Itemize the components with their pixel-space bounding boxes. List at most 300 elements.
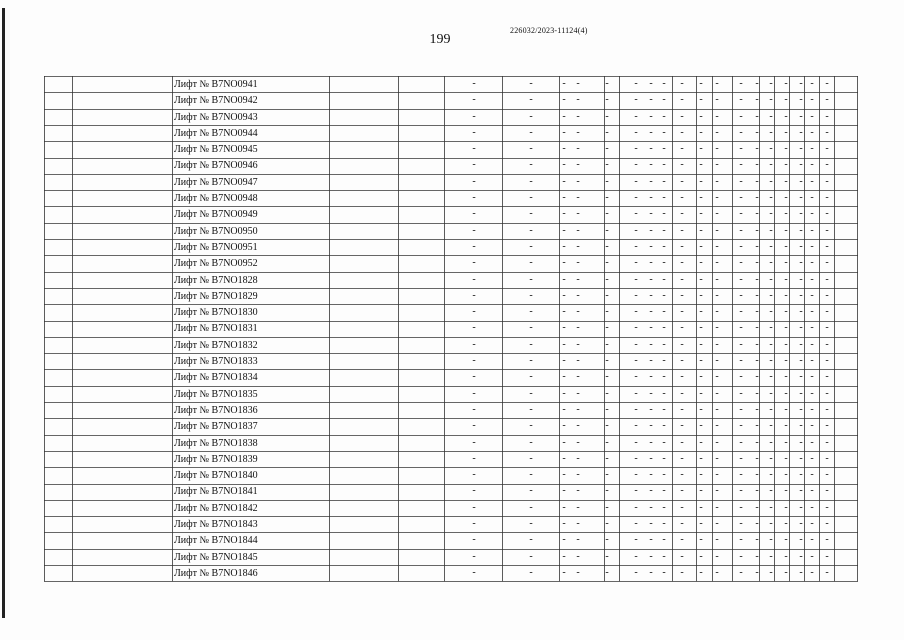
empty-value-dash: -	[472, 436, 476, 448]
empty-value-dash: -	[799, 306, 803, 318]
empty-value-dash: -	[562, 371, 566, 383]
empty-value-dash: -	[810, 420, 814, 432]
empty-value-dash: -	[755, 355, 759, 367]
empty-value-dash: -	[825, 257, 829, 269]
empty-value-dash: -	[562, 126, 566, 138]
table-row	[44, 500, 858, 516]
elevator-label: Лифт № B7NO1837	[174, 421, 258, 433]
empty-value-dash: -	[810, 485, 814, 497]
empty-value-dash: -	[699, 420, 703, 432]
empty-value-dash: -	[825, 143, 829, 155]
table-row	[44, 125, 858, 141]
empty-value-dash: -	[799, 469, 803, 481]
empty-value-dash: -	[784, 289, 788, 301]
empty-value-dash: -	[739, 371, 743, 383]
empty-value-dash: -	[810, 452, 814, 464]
empty-value-dash: -	[739, 273, 743, 285]
empty-value-dash: -	[576, 192, 580, 204]
empty-value-dash: -	[662, 208, 666, 220]
empty-value-dash: -	[680, 306, 684, 318]
empty-value-dash: -	[769, 240, 773, 252]
empty-value-dash: -	[649, 355, 653, 367]
empty-value-dash: -	[649, 485, 653, 497]
empty-value-dash: -	[662, 94, 666, 106]
empty-value-dash: -	[784, 371, 788, 383]
empty-value-dash: -	[784, 452, 788, 464]
elevator-label: Лифт № B7NO1838	[174, 437, 258, 449]
empty-value-dash: -	[662, 469, 666, 481]
empty-value-dash: -	[472, 403, 476, 415]
empty-value-dash: -	[605, 94, 609, 106]
empty-value-dash: -	[755, 273, 759, 285]
empty-value-dash: -	[799, 322, 803, 334]
elevator-label: Лифт № B7NO0948	[174, 193, 258, 205]
empty-value-dash: -	[739, 208, 743, 220]
empty-value-dash: -	[699, 436, 703, 448]
empty-value-dash: -	[529, 550, 533, 562]
empty-value-dash: -	[562, 436, 566, 448]
empty-value-dash: -	[755, 518, 759, 530]
empty-value-dash: -	[769, 469, 773, 481]
empty-value-dash: -	[576, 289, 580, 301]
empty-value-dash: -	[784, 338, 788, 350]
empty-value-dash: -	[699, 501, 703, 513]
empty-value-dash: -	[715, 240, 719, 252]
table-row	[44, 516, 858, 532]
empty-value-dash: -	[662, 175, 666, 187]
empty-value-dash: -	[784, 518, 788, 530]
empty-value-dash: -	[769, 501, 773, 513]
empty-value-dash: -	[715, 322, 719, 334]
empty-value-dash: -	[699, 403, 703, 415]
empty-value-dash: -	[810, 534, 814, 546]
empty-value-dash: -	[739, 403, 743, 415]
empty-value-dash: -	[739, 420, 743, 432]
table-row	[44, 320, 858, 336]
empty-value-dash: -	[680, 452, 684, 464]
empty-value-dash: -	[755, 94, 759, 106]
empty-value-dash: -	[649, 371, 653, 383]
empty-value-dash: -	[472, 94, 476, 106]
empty-value-dash: -	[529, 469, 533, 481]
empty-value-dash: -	[605, 436, 609, 448]
empty-value-dash: -	[825, 208, 829, 220]
empty-value-dash: -	[784, 175, 788, 187]
empty-value-dash: -	[784, 192, 788, 204]
elevator-label: Лифт № B7NO0950	[174, 225, 258, 237]
empty-value-dash: -	[605, 273, 609, 285]
empty-value-dash: -	[472, 208, 476, 220]
empty-value-dash: -	[699, 143, 703, 155]
empty-value-dash: -	[755, 420, 759, 432]
empty-value-dash: -	[649, 403, 653, 415]
empty-value-dash: -	[680, 159, 684, 171]
empty-value-dash: -	[529, 338, 533, 350]
empty-value-dash: -	[715, 452, 719, 464]
empty-value-dash: -	[810, 240, 814, 252]
empty-value-dash: -	[662, 224, 666, 236]
empty-value-dash: -	[605, 469, 609, 481]
empty-value-dash: -	[769, 126, 773, 138]
empty-value-dash: -	[769, 355, 773, 367]
empty-value-dash: -	[825, 240, 829, 252]
empty-value-dash: -	[529, 452, 533, 464]
empty-value-dash: -	[634, 371, 638, 383]
empty-value-dash: -	[605, 371, 609, 383]
table-row	[44, 174, 858, 190]
empty-value-dash: -	[576, 371, 580, 383]
empty-value-dash: -	[739, 518, 743, 530]
empty-value-dash: -	[529, 387, 533, 399]
empty-value-dash: -	[529, 257, 533, 269]
empty-value-dash: -	[799, 338, 803, 350]
empty-value-dash: -	[634, 94, 638, 106]
empty-value-dash: -	[680, 338, 684, 350]
empty-value-dash: -	[755, 550, 759, 562]
empty-value-dash: -	[562, 387, 566, 399]
empty-value-dash: -	[472, 78, 476, 89]
empty-value-dash: -	[680, 110, 684, 122]
empty-value-dash: -	[562, 289, 566, 301]
empty-value-dash: -	[649, 566, 653, 578]
empty-value-dash: -	[680, 126, 684, 138]
empty-value-dash: -	[715, 208, 719, 220]
empty-value-dash: -	[680, 192, 684, 204]
empty-value-dash: -	[605, 126, 609, 138]
elevator-label: Лифт № B7NO1832	[174, 339, 258, 351]
empty-value-dash: -	[755, 257, 759, 269]
empty-value-dash: -	[699, 355, 703, 367]
elevator-label: Лифт № B7NO0949	[174, 209, 258, 221]
empty-value-dash: -	[605, 485, 609, 497]
empty-value-dash: -	[699, 338, 703, 350]
empty-value-dash: -	[810, 550, 814, 562]
empty-value-dash: -	[825, 566, 829, 578]
empty-value-dash: -	[662, 240, 666, 252]
empty-value-dash: -	[784, 94, 788, 106]
empty-value-dash: -	[810, 208, 814, 220]
empty-value-dash: -	[680, 208, 684, 220]
elevator-table	[44, 76, 858, 584]
empty-value-dash: -	[605, 289, 609, 301]
empty-value-dash: -	[739, 469, 743, 481]
empty-value-dash: -	[680, 371, 684, 383]
elevator-label: Лифт № B7NO1836	[174, 404, 258, 416]
empty-value-dash: -	[699, 469, 703, 481]
empty-value-dash: -	[605, 224, 609, 236]
table-row	[44, 451, 858, 467]
empty-value-dash: -	[739, 534, 743, 546]
empty-value-dash: -	[769, 208, 773, 220]
table-rows	[44, 76, 858, 581]
empty-value-dash: -	[799, 485, 803, 497]
empty-value-dash: -	[576, 306, 580, 318]
empty-value-dash: -	[576, 322, 580, 334]
empty-value-dash: -	[769, 94, 773, 106]
empty-value-dash: -	[810, 78, 814, 89]
empty-value-dash: -	[662, 485, 666, 497]
empty-value-dash: -	[562, 403, 566, 415]
empty-value-dash: -	[634, 452, 638, 464]
empty-value-dash: -	[576, 78, 580, 89]
empty-value-dash: -	[715, 501, 719, 513]
empty-value-dash: -	[562, 338, 566, 350]
empty-value-dash: -	[562, 550, 566, 562]
empty-value-dash: -	[529, 159, 533, 171]
empty-value-dash: -	[825, 518, 829, 530]
empty-value-dash: -	[662, 322, 666, 334]
empty-value-dash: -	[634, 257, 638, 269]
empty-value-dash: -	[699, 175, 703, 187]
empty-value-dash: -	[472, 240, 476, 252]
empty-value-dash: -	[680, 566, 684, 578]
empty-value-dash: -	[562, 94, 566, 106]
empty-value-dash: -	[810, 224, 814, 236]
empty-value-dash: -	[649, 534, 653, 546]
empty-value-dash: -	[562, 322, 566, 334]
empty-value-dash: -	[649, 94, 653, 106]
empty-value-dash: -	[562, 143, 566, 155]
empty-value-dash: -	[799, 371, 803, 383]
empty-value-dash: -	[810, 436, 814, 448]
elevator-label: Лифт № B7NO1830	[174, 307, 258, 319]
empty-value-dash: -	[699, 306, 703, 318]
empty-value-dash: -	[769, 371, 773, 383]
elevator-label: Лифт № B7NO0947	[174, 176, 258, 188]
empty-value-dash: -	[699, 240, 703, 252]
empty-value-dash: -	[715, 192, 719, 204]
empty-value-dash: -	[784, 403, 788, 415]
empty-value-dash: -	[529, 175, 533, 187]
empty-value-dash: -	[755, 175, 759, 187]
empty-value-dash: -	[576, 110, 580, 122]
empty-value-dash: -	[562, 485, 566, 497]
empty-value-dash: -	[662, 289, 666, 301]
empty-value-dash: -	[576, 387, 580, 399]
empty-value-dash: -	[715, 159, 719, 171]
empty-value-dash: -	[755, 371, 759, 383]
empty-value-dash: -	[634, 322, 638, 334]
empty-value-dash: -	[810, 94, 814, 106]
empty-value-dash: -	[662, 192, 666, 204]
empty-value-dash: -	[825, 550, 829, 562]
empty-value-dash: -	[784, 224, 788, 236]
table-row	[44, 288, 858, 304]
empty-value-dash: -	[699, 550, 703, 562]
empty-value-dash: -	[755, 224, 759, 236]
table-row	[44, 255, 858, 271]
empty-value-dash: -	[784, 240, 788, 252]
empty-value-dash: -	[562, 469, 566, 481]
empty-value-dash: -	[680, 143, 684, 155]
empty-value-dash: -	[769, 518, 773, 530]
empty-value-dash: -	[755, 338, 759, 350]
empty-value-dash: -	[739, 355, 743, 367]
elevator-label: Лифт № B7NO1843	[174, 519, 258, 531]
scan-binding-edge	[2, 8, 5, 618]
empty-value-dash: -	[810, 387, 814, 399]
empty-value-dash: -	[825, 110, 829, 122]
empty-value-dash: -	[784, 126, 788, 138]
empty-value-dash: -	[529, 143, 533, 155]
empty-value-dash: -	[562, 257, 566, 269]
table-row	[44, 304, 858, 320]
empty-value-dash: -	[699, 387, 703, 399]
empty-value-dash: -	[825, 420, 829, 432]
empty-value-dash: -	[799, 192, 803, 204]
empty-value-dash: -	[739, 224, 743, 236]
table-row	[44, 386, 858, 402]
empty-value-dash: -	[784, 257, 788, 269]
empty-value-dash: -	[799, 566, 803, 578]
empty-value-dash: -	[680, 175, 684, 187]
empty-value-dash: -	[634, 224, 638, 236]
table-row	[44, 141, 858, 157]
empty-value-dash: -	[662, 273, 666, 285]
empty-value-dash: -	[662, 501, 666, 513]
empty-value-dash: -	[562, 159, 566, 171]
empty-value-dash: -	[634, 485, 638, 497]
empty-value-dash: -	[825, 355, 829, 367]
empty-value-dash: -	[605, 322, 609, 334]
empty-value-dash: -	[769, 436, 773, 448]
empty-value-dash: -	[810, 322, 814, 334]
empty-value-dash: -	[605, 306, 609, 318]
empty-value-dash: -	[662, 338, 666, 350]
empty-value-dash: -	[662, 143, 666, 155]
elevator-label: Лифт № B7NO0941	[174, 79, 258, 90]
empty-value-dash: -	[529, 355, 533, 367]
empty-value-dash: -	[715, 289, 719, 301]
empty-value-dash: -	[755, 452, 759, 464]
empty-value-dash: -	[810, 469, 814, 481]
empty-value-dash: -	[649, 550, 653, 562]
empty-value-dash: -	[769, 143, 773, 155]
empty-value-dash: -	[784, 436, 788, 448]
empty-value-dash: -	[662, 159, 666, 171]
empty-value-dash: -	[649, 387, 653, 399]
empty-value-dash: -	[799, 240, 803, 252]
empty-value-dash: -	[472, 485, 476, 497]
empty-value-dash: -	[769, 175, 773, 187]
empty-value-dash: -	[562, 273, 566, 285]
empty-value-dash: -	[529, 224, 533, 236]
empty-value-dash: -	[680, 501, 684, 513]
empty-value-dash: -	[472, 469, 476, 481]
empty-value-dash: -	[662, 452, 666, 464]
empty-value-dash: -	[529, 403, 533, 415]
empty-value-dash: -	[755, 78, 759, 89]
empty-value-dash: -	[699, 208, 703, 220]
empty-value-dash: -	[715, 110, 719, 122]
empty-value-dash: -	[784, 78, 788, 89]
empty-value-dash: -	[562, 192, 566, 204]
document-code: 226032/2023-11124(4)	[510, 26, 588, 35]
empty-value-dash: -	[529, 485, 533, 497]
empty-value-dash: -	[784, 110, 788, 122]
empty-value-dash: -	[825, 159, 829, 171]
elevator-label: Лифт № B7NO1845	[174, 551, 258, 563]
elevator-label: Лифт № B7NO0944	[174, 127, 258, 139]
empty-value-dash: -	[472, 159, 476, 171]
empty-value-dash: -	[576, 94, 580, 106]
empty-value-dash: -	[825, 469, 829, 481]
empty-value-dash: -	[715, 94, 719, 106]
table-row	[44, 190, 858, 206]
empty-value-dash: -	[649, 208, 653, 220]
empty-value-dash: -	[715, 518, 719, 530]
empty-value-dash: -	[576, 240, 580, 252]
empty-value-dash: -	[739, 550, 743, 562]
elevator-label: Лифт № B7NO0943	[174, 111, 258, 123]
empty-value-dash: -	[680, 518, 684, 530]
table-row	[44, 109, 858, 125]
empty-value-dash: -	[634, 387, 638, 399]
empty-value-dash: -	[649, 257, 653, 269]
empty-value-dash: -	[634, 126, 638, 138]
empty-value-dash: -	[605, 338, 609, 350]
empty-value-dash: -	[825, 338, 829, 350]
empty-value-dash: -	[649, 436, 653, 448]
empty-value-dash: -	[662, 126, 666, 138]
elevator-label: Лифт № B7NO1831	[174, 323, 258, 335]
empty-value-dash: -	[784, 159, 788, 171]
empty-value-dash: -	[810, 257, 814, 269]
empty-value-dash: -	[562, 306, 566, 318]
empty-value-dash: -	[649, 289, 653, 301]
empty-value-dash: -	[739, 289, 743, 301]
empty-value-dash: -	[799, 78, 803, 89]
empty-value-dash: -	[634, 436, 638, 448]
empty-value-dash: -	[576, 208, 580, 220]
empty-value-dash: -	[715, 387, 719, 399]
empty-value-dash: -	[634, 306, 638, 318]
empty-value-dash: -	[769, 289, 773, 301]
empty-value-dash: -	[784, 387, 788, 399]
empty-value-dash: -	[634, 159, 638, 171]
empty-value-dash: -	[472, 566, 476, 578]
empty-value-dash: -	[576, 224, 580, 236]
empty-value-dash: -	[755, 159, 759, 171]
empty-value-dash: -	[810, 306, 814, 318]
empty-value-dash: -	[715, 420, 719, 432]
table-row	[44, 76, 858, 92]
empty-value-dash: -	[784, 420, 788, 432]
empty-value-dash: -	[562, 355, 566, 367]
empty-value-dash: -	[739, 257, 743, 269]
empty-value-dash: -	[605, 143, 609, 155]
empty-value-dash: -	[715, 485, 719, 497]
empty-value-dash: -	[649, 273, 653, 285]
empty-value-dash: -	[799, 208, 803, 220]
empty-value-dash: -	[739, 94, 743, 106]
empty-value-dash: -	[825, 371, 829, 383]
empty-value-dash: -	[810, 518, 814, 530]
empty-value-dash: -	[634, 175, 638, 187]
table-row	[44, 532, 858, 548]
table-row	[44, 435, 858, 451]
empty-value-dash: -	[662, 550, 666, 562]
empty-value-dash: -	[680, 534, 684, 546]
empty-value-dash: -	[649, 306, 653, 318]
empty-value-dash: -	[576, 338, 580, 350]
empty-value-dash: -	[739, 192, 743, 204]
empty-value-dash: -	[662, 257, 666, 269]
empty-value-dash: -	[576, 355, 580, 367]
empty-value-dash: -	[739, 566, 743, 578]
table-row	[44, 272, 858, 288]
empty-value-dash: -	[576, 143, 580, 155]
